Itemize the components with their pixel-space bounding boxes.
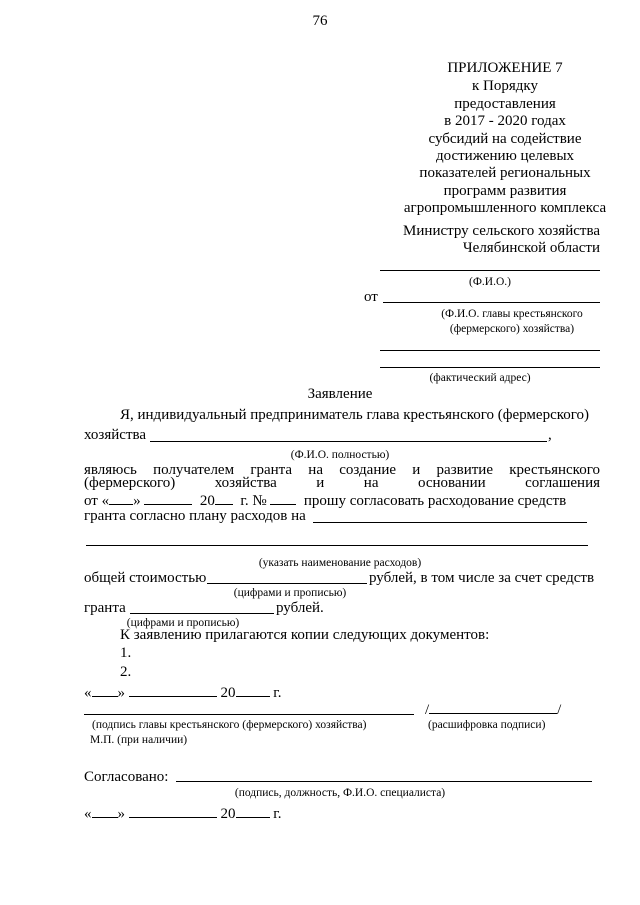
- agreed-date-line: [84, 804, 281, 823]
- day-field[interactable]: [92, 804, 118, 818]
- applicant-field-line[interactable]: [383, 302, 600, 303]
- text: 20: [220, 685, 236, 701]
- expense-field-line[interactable]: [313, 522, 587, 523]
- attachments-heading: К заявлению прилагаются копии следующих документов:: [120, 627, 490, 643]
- header-line: программ развития: [443, 183, 567, 199]
- header-line: ПРИЛОЖЕНИЕ 7: [447, 60, 563, 76]
- signature-field-line[interactable]: [84, 714, 414, 715]
- word: крестьянского: [509, 462, 600, 478]
- agreed-label: Согласовано:: [84, 769, 169, 785]
- address-field-line[interactable]: [380, 367, 600, 368]
- text: »: [117, 685, 125, 701]
- agreed-caption: (подпись, должность, Ф.И.О. специалиста): [234, 787, 446, 799]
- month-field[interactable]: [129, 683, 217, 697]
- head-caption: (фермерского) хозяйства): [449, 323, 575, 335]
- signature-caption: (подпись главы крестьянского (фермерского) хозяйства): [92, 719, 367, 731]
- expense-field-line[interactable]: [86, 545, 588, 546]
- header-line: к Порядку: [472, 78, 538, 94]
- text: г.: [273, 806, 282, 822]
- addressee-line: Министру сельского хозяйства: [403, 223, 600, 239]
- year-field[interactable]: [236, 804, 270, 818]
- body-line: гранта согласно плану расходов на: [84, 508, 306, 524]
- attachment-item: 1.: [120, 645, 132, 661]
- month-field[interactable]: [129, 804, 217, 818]
- word: являюсь: [84, 462, 137, 478]
- text: г.: [273, 685, 282, 701]
- page-number: 76: [312, 13, 328, 29]
- word: на: [308, 462, 323, 478]
- text: 20: [199, 493, 215, 509]
- body-line: общей стоимостью: [84, 570, 207, 586]
- decode-caption: (расшифровка подписи): [428, 719, 546, 731]
- agreed-field-line[interactable]: [176, 781, 592, 782]
- text: »: [117, 806, 125, 822]
- word: (фермерского): [84, 475, 176, 491]
- text: «: [84, 685, 92, 701]
- fio-caption: (Ф.И.О.): [469, 276, 511, 288]
- body-line: рублей.: [276, 600, 324, 616]
- body-line: хозяйства: [84, 427, 147, 443]
- header-line: субсидий на содействие: [428, 131, 582, 147]
- word: на: [363, 475, 379, 491]
- month-field[interactable]: [144, 491, 192, 505]
- text: прошу согласовать расходование средств: [303, 493, 567, 509]
- word: создание: [339, 462, 397, 478]
- head-caption: (Ф.И.О. главы крестьянского: [441, 308, 583, 320]
- fio-full-field-line[interactable]: [150, 441, 547, 442]
- day-field[interactable]: [109, 491, 133, 505]
- header-line: показателей региональных: [419, 165, 591, 181]
- from-label: от: [364, 289, 378, 305]
- document-title: Заявление: [307, 386, 373, 402]
- word: получателем: [153, 462, 235, 478]
- word: и: [316, 475, 325, 491]
- grant-amount-field-line[interactable]: [130, 613, 274, 614]
- word: гранта: [250, 462, 293, 478]
- body-line: гранта: [84, 600, 126, 616]
- text: г. №: [240, 493, 267, 509]
- header-line: в 2017 - 2020 годах: [444, 113, 566, 129]
- decode-field[interactable]: / /: [425, 702, 562, 718]
- fio-field-line[interactable]: [380, 270, 600, 271]
- header-line: агропромышленного комплекса: [403, 200, 607, 216]
- year-field[interactable]: [236, 683, 270, 697]
- body-line: [84, 474, 600, 492]
- date-line: [84, 683, 281, 702]
- address-caption: (фактический адрес): [429, 372, 531, 384]
- address-field-line[interactable]: [380, 350, 600, 351]
- comma: ,: [548, 427, 552, 443]
- text: »: [133, 493, 141, 509]
- text: «: [84, 806, 92, 822]
- body-line: Я, индивидуальный предприниматель глава крестьянского (фермерского): [120, 407, 590, 423]
- word: соглашения: [525, 475, 600, 491]
- attachment-item: 2.: [120, 664, 132, 680]
- stamp-note: М.П. (при наличии): [90, 734, 188, 746]
- day-field[interactable]: [92, 683, 118, 697]
- text: от «: [84, 493, 110, 509]
- text: 20: [220, 806, 236, 822]
- word: хозяйства: [214, 475, 277, 491]
- word: основании: [417, 475, 486, 491]
- word: и: [412, 462, 421, 478]
- digits-caption: (цифрами и прописью): [233, 587, 347, 599]
- expense-caption: (указать наименование расходов): [258, 557, 422, 569]
- number-field[interactable]: [270, 491, 296, 505]
- total-cost-field-line[interactable]: [207, 583, 367, 584]
- fio-full-caption: (Ф.И.О. полностью): [290, 449, 390, 461]
- word: развитие: [436, 462, 493, 478]
- addressee-line: Челябинской области: [462, 240, 600, 256]
- body-line: рублей, в том числе за счет средств: [369, 570, 595, 586]
- digits-caption: (цифрами и прописью): [126, 617, 240, 629]
- year-field[interactable]: [215, 491, 233, 505]
- header-line: предоставления: [454, 96, 556, 112]
- header-line: достижению целевых: [435, 148, 575, 164]
